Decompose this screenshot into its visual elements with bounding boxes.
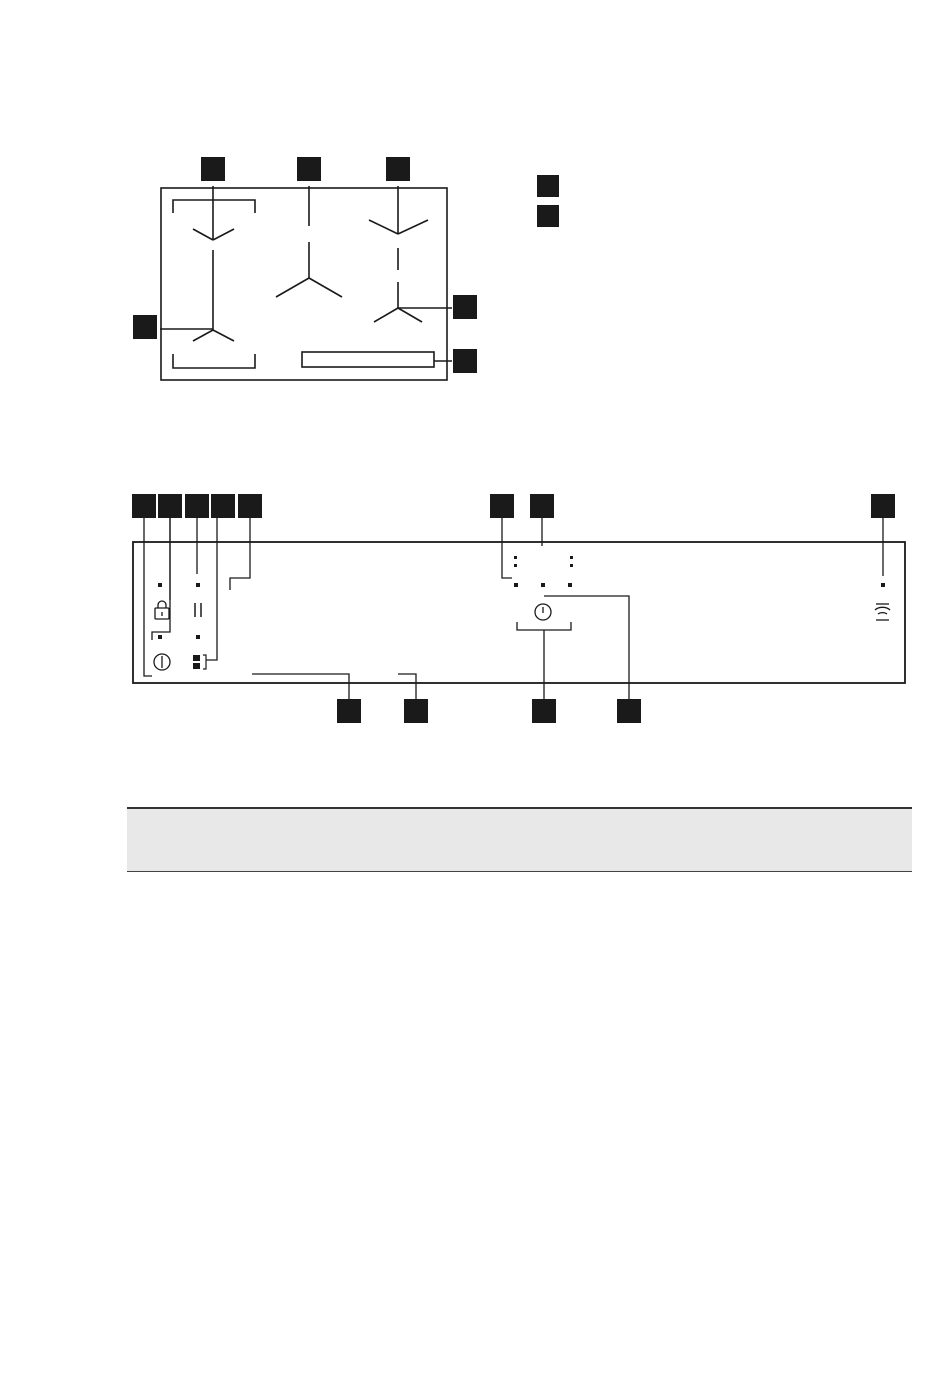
callout-marker xyxy=(211,494,235,518)
bridge-icon xyxy=(193,655,206,669)
callout-marker xyxy=(530,494,554,518)
callout-marker xyxy=(871,494,895,518)
pause-icon xyxy=(195,603,201,617)
lock-icon xyxy=(155,601,169,619)
table-header xyxy=(127,807,912,872)
power-icon xyxy=(154,654,170,670)
panel-outline xyxy=(133,542,905,683)
callout-marker xyxy=(532,699,556,723)
callout-marker xyxy=(490,494,514,518)
timer-icon xyxy=(535,604,551,620)
callout-marker xyxy=(238,494,262,518)
callout-marker xyxy=(404,699,428,723)
callout-marker xyxy=(617,699,641,723)
callout-marker xyxy=(132,494,156,518)
callout-marker xyxy=(185,494,209,518)
callout-marker xyxy=(337,699,361,723)
hob2hood-icon xyxy=(875,604,890,620)
callout-marker xyxy=(158,494,182,518)
